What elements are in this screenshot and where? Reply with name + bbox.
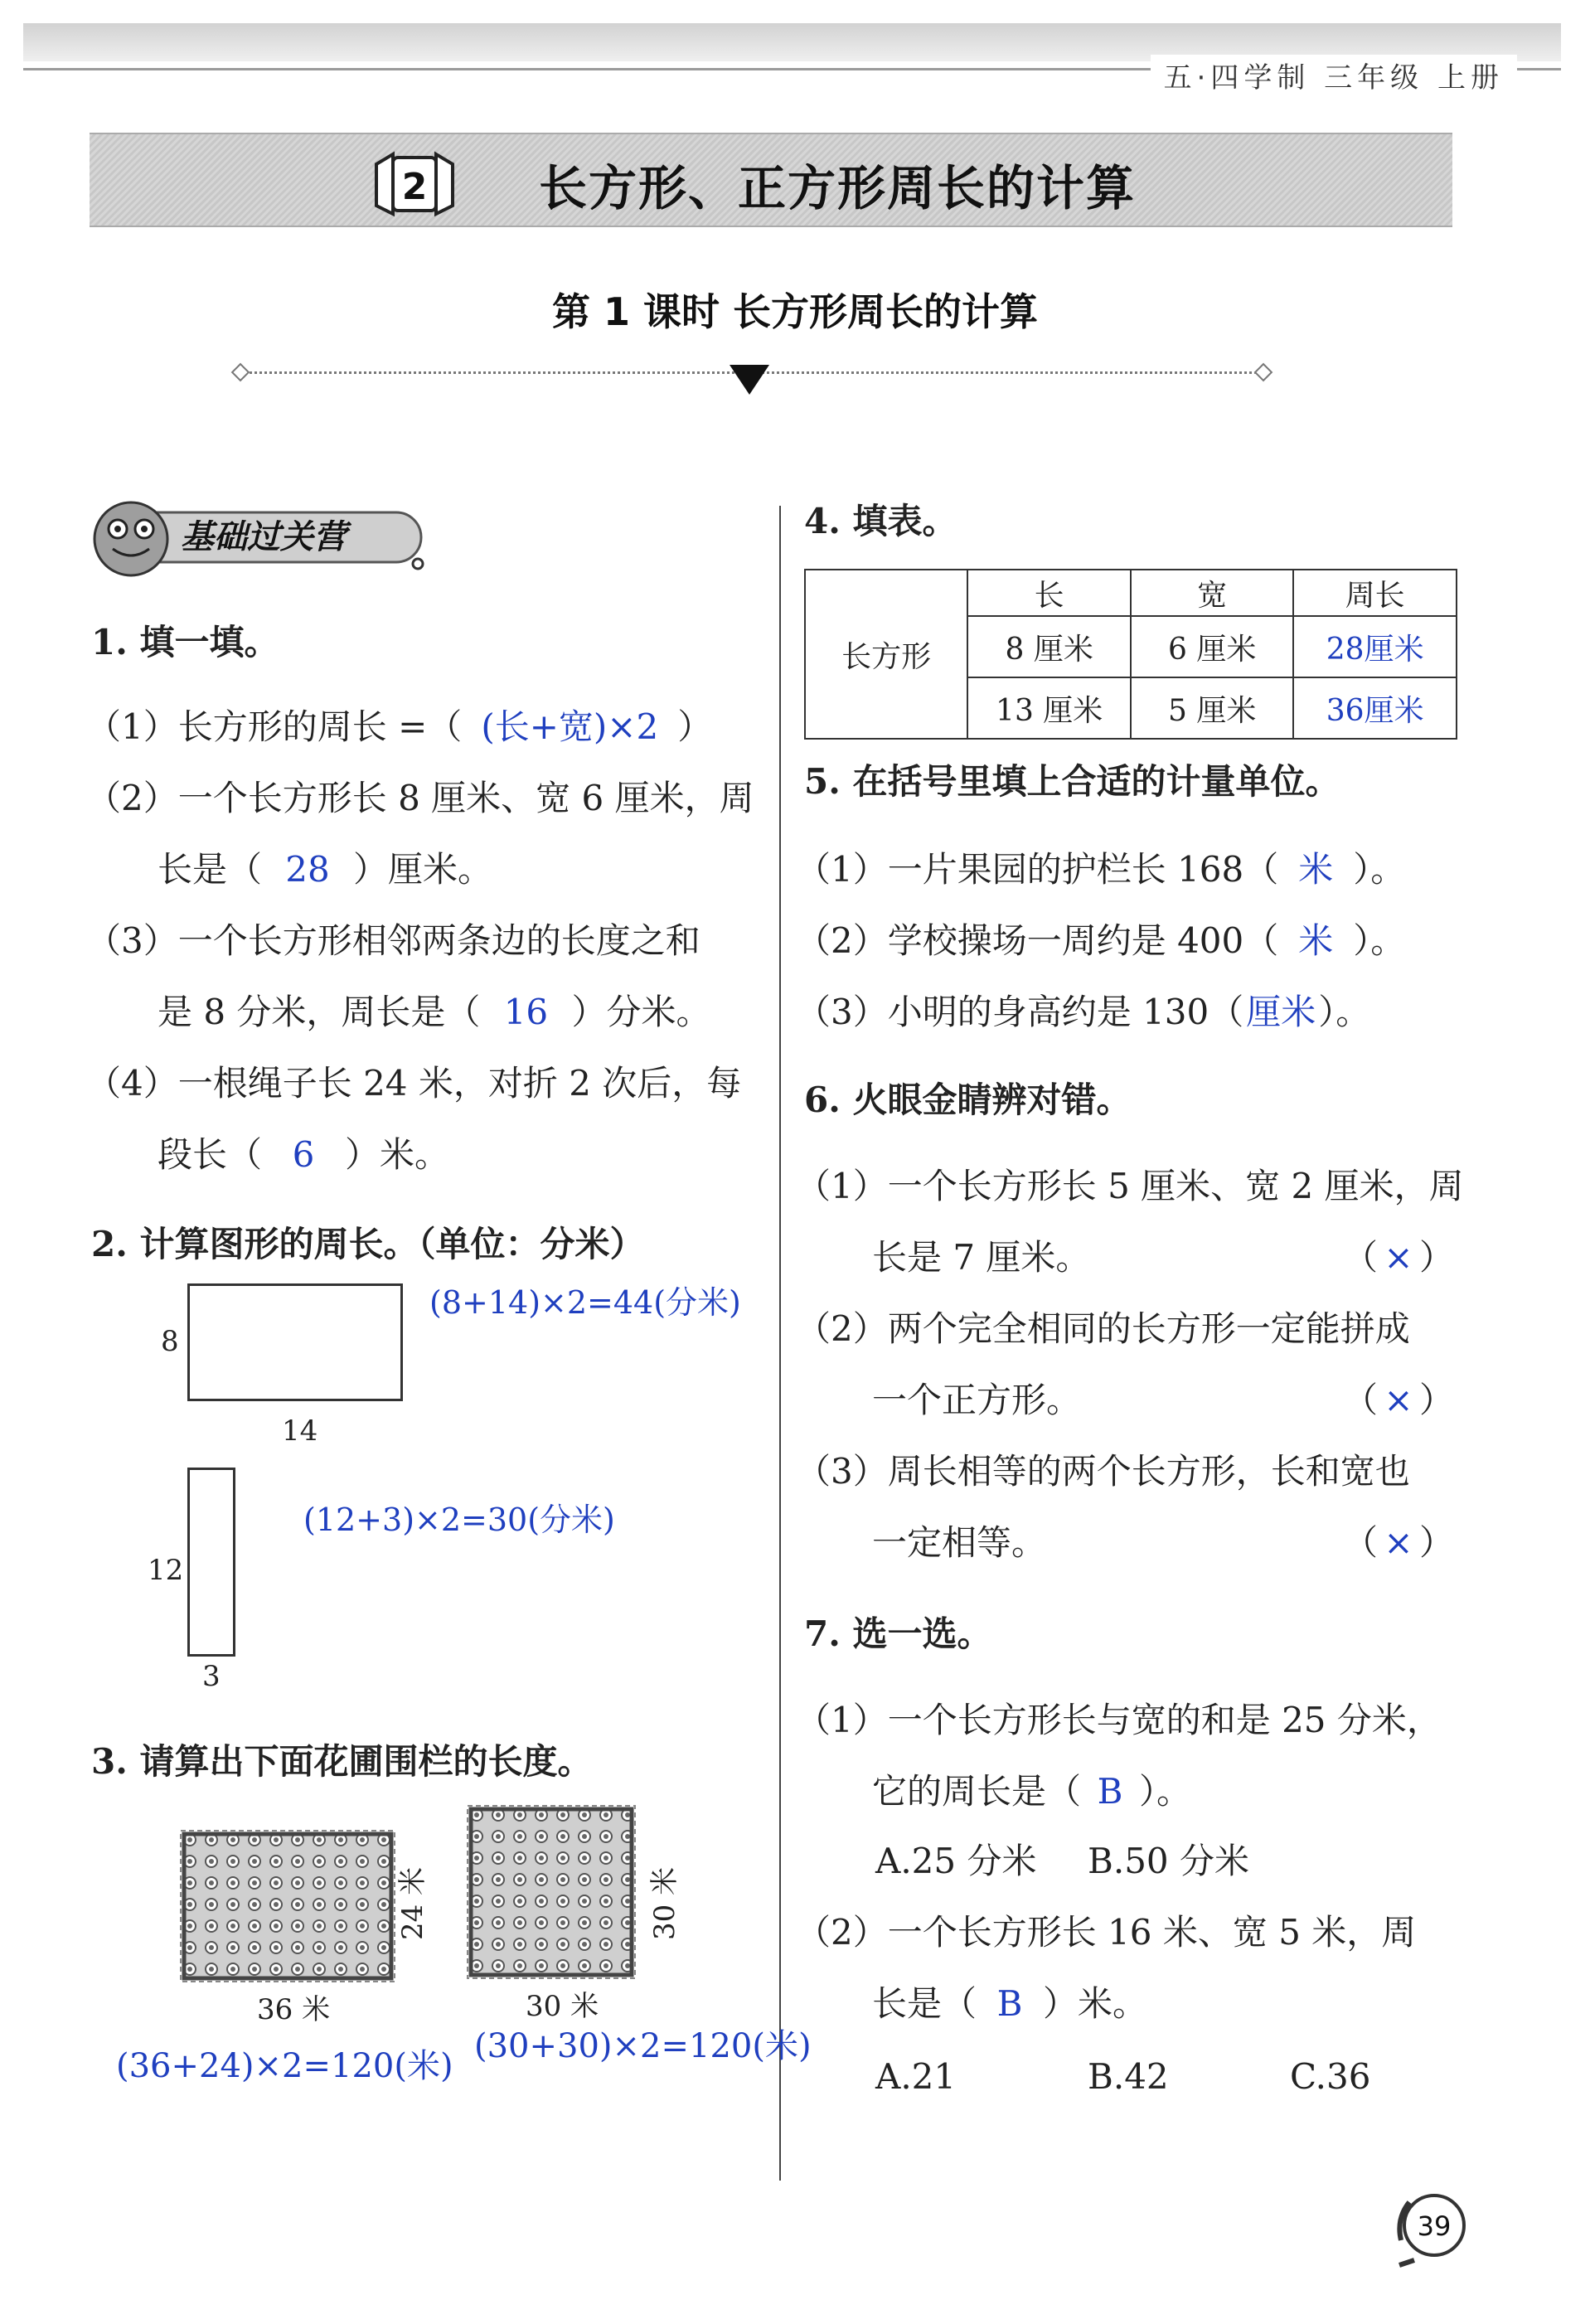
q6-item-2-line2: 一个正方形。 (872, 1380, 1082, 1420)
q4-cell: 13 厘米 (967, 677, 1131, 739)
q1-item-4-answer: 6 (292, 1134, 315, 1175)
q7-item-2-line2 (872, 1980, 1147, 2028)
page-number-badge (1389, 2186, 1476, 2268)
q4-title (804, 497, 957, 546)
q1-title-text: 1. 填一填。 (91, 622, 279, 662)
column-divider (779, 506, 781, 2181)
q6-item-3-bracket (1343, 1519, 1454, 1567)
q7-item-2-option-a: A.21 (875, 2056, 957, 2097)
q7-item-1-post: ）。 (1139, 1771, 1192, 1812)
q4-cell: 8 厘米 (967, 616, 1131, 677)
divider-right-diamond-icon (1254, 363, 1273, 382)
section-badge (90, 496, 438, 579)
q3-title (91, 1738, 592, 1786)
q5-item-1-text: （1）一片果园的护栏长 168（ (796, 849, 1279, 890)
q5-item-2-text: （2）学校操场一周约是 400（ (796, 920, 1279, 961)
q3-garden-2-height: 30 米 (648, 1866, 681, 1940)
q4-col-length: 长 (967, 570, 1131, 616)
q7-title-text: 7. 选一选。 (804, 1613, 992, 1654)
q6-item-2-answer: × (1384, 1380, 1413, 1420)
q1-item-4-post: ）米。 (345, 1134, 450, 1175)
q1-item-3-line1: （3）一个长方形相邻两条边的长度之和 (86, 920, 700, 961)
q5-item-2-post: ）。 (1353, 920, 1406, 961)
q3-garden-2-width: 30 米 (526, 1990, 599, 2023)
q2-rect-2 (187, 1468, 235, 1657)
q3-garden-1-answer: (36+24)×2=120(米) (116, 2047, 453, 2085)
q1-title (91, 619, 279, 667)
q5-item-1 (796, 846, 1405, 894)
q7-title (804, 1610, 991, 1658)
lesson-title: 第 1 课时 长方形周长的计算 (551, 289, 1039, 334)
q1-item-3-post: ）分米。 (571, 992, 711, 1032)
q6-item-2-open: （ (1343, 1380, 1379, 1420)
q2-rect-1 (187, 1283, 403, 1401)
q5-item-3 (796, 988, 1370, 1036)
q6-item-2-line1: （2）两个完全相同的长方形一定能拼成 (796, 1308, 1410, 1349)
q1-item-2-pre: 长是（ (158, 849, 263, 890)
q4-title-text: 4. 填表。 (804, 501, 957, 541)
q1-item-2-answer: 28 (285, 849, 330, 890)
q1-item-4-line1: （4）一根绳子长 24 米，对折 2 次后，每 (86, 1063, 742, 1104)
q7-item-1-line1: （1）一个长方形长与宽的和是 25 分米， (796, 1700, 1442, 1740)
q6-item-1-open: （ (1343, 1237, 1379, 1278)
q2-title (91, 1220, 644, 1269)
q1-item-2-post: ）厘米。 (353, 849, 493, 890)
q2-rect-2-height: 12 (148, 1554, 184, 1587)
q1-item-4-line2 (158, 1131, 449, 1179)
divider-left-diamond-icon (231, 363, 250, 382)
series-label: 五·四学制 三年级 上册 (1151, 55, 1517, 95)
q5-title (804, 758, 1340, 806)
q7-item-1-line2 (872, 1768, 1191, 1816)
q4-cell: 6 厘米 (1131, 616, 1293, 677)
q7-item-1-pre: 它的周长是（ (872, 1771, 1082, 1812)
q5-item-3-answer: 厘米 (1246, 992, 1316, 1032)
q5-title-text: 5. 在括号里填上合适的计量单位。 (804, 761, 1340, 802)
q6-item-1-close: ） (1419, 1237, 1455, 1278)
q7-item-2-answer: B (996, 1983, 1023, 2024)
q2-rect-2-width: 3 (202, 1660, 221, 1693)
q5-item-2-answer: 米 (1298, 920, 1334, 961)
q7-item-2-option-c: C.36 (1290, 2056, 1371, 2097)
q6-item-1-line2: 长是 7 厘米。 (872, 1237, 1091, 1278)
q1-item-3-pre: 是 8 分米，周长是（ (158, 992, 481, 1032)
q1-item-1-answer: (长+宽)×2 (481, 706, 659, 747)
q6-title (804, 1076, 1131, 1124)
q5-item-1-post: ）。 (1353, 849, 1406, 890)
q7-item-1-option-b: B.50 分米 (1088, 1841, 1250, 1881)
q6-item-1-answer: × (1384, 1237, 1413, 1278)
q4-answer-cell: 36厘米 (1293, 677, 1457, 739)
q5-item-3-text: （3）小明的身高约是 130（ (796, 992, 1244, 1032)
q1-item-2-line1: （2）一个长方形长 8 厘米、宽 6 厘米，周 (86, 778, 754, 818)
chapter-number: 2 (401, 166, 428, 208)
q6-item-3-open: （ (1343, 1522, 1379, 1563)
q1-item-4-pre: 段长（ (158, 1134, 263, 1175)
q6-item-3-answer: × (1384, 1522, 1413, 1563)
q3-garden-1-height: 24 米 (396, 1866, 429, 1940)
q4-table (804, 569, 1457, 740)
q2-rect-1-width: 14 (282, 1414, 318, 1448)
q3-garden-2-answer: (30+30)×2=120(米) (474, 2027, 812, 2065)
q6-item-3-close: ） (1419, 1522, 1455, 1563)
q1-item-1-text: （1）长方形的周长 =（ (86, 706, 463, 747)
q4-col-width: 宽 (1131, 570, 1293, 616)
q1-item-1 (86, 703, 712, 751)
q7-item-1-answer: B (1097, 1771, 1123, 1812)
chapter-title: 长方形、正方形周长的计算 (539, 160, 1137, 216)
q2-rect-1-answer: (8+14)×2=44(分米) (429, 1284, 741, 1321)
q3-title-text: 3. 请算出下面花圃围栏的长度。 (91, 1741, 593, 1782)
q6-item-3-line2: 一定相等。 (872, 1522, 1047, 1563)
q4-row-header: 长方形 (805, 570, 967, 739)
q4-cell: 5 厘米 (1131, 677, 1293, 739)
q6-item-3-line1: （3）周长相等的两个长方形，长和宽也 (796, 1451, 1410, 1492)
divider-triangle-icon (730, 365, 769, 395)
frog-mascot-icon (95, 502, 167, 575)
q3-garden-2-icon (466, 1804, 637, 1980)
q4-col-perimeter: 周长 (1293, 570, 1457, 616)
q7-item-2-option-b: B.42 (1088, 2056, 1169, 2097)
q5-item-2 (796, 917, 1405, 965)
q7-item-2-line1: （2）一个长方形长 16 米、宽 5 米，周 (796, 1912, 1417, 1953)
q5-item-3-post: ）。 (1318, 992, 1371, 1032)
q3-garden-1-width: 36 米 (257, 1993, 331, 2026)
q3-garden-1-icon (179, 1829, 396, 1983)
q7-item-2-post: ）米。 (1043, 1983, 1148, 2024)
q6-item-2-close: ） (1419, 1380, 1455, 1420)
page-number: 39 (1417, 2210, 1452, 2242)
q2-rect-1-height: 8 (161, 1325, 179, 1358)
section-label: 基础过关营 (181, 518, 347, 556)
q7-item-2-pre: 长是（ (872, 1983, 977, 2024)
q5-item-1-answer: 米 (1298, 849, 1334, 890)
q6-item-2-bracket (1343, 1376, 1454, 1424)
q1-item-2-line2 (158, 846, 492, 894)
chapter-badge-icon (368, 148, 461, 221)
q4-answer-cell: 28厘米 (1293, 616, 1457, 677)
q6-item-1-bracket (1343, 1234, 1454, 1282)
q6-title-text: 6. 火眼金睛辨对错。 (804, 1080, 1132, 1120)
q1-item-3-answer: 16 (503, 992, 549, 1032)
q2-rect-2-answer: (12+3)×2=30(分米) (303, 1502, 615, 1538)
q7-item-1-option-a: A.25 分米 (875, 1841, 1037, 1881)
q2-title-text: 2. 计算图形的周长。（单位：分米） (91, 1224, 645, 1264)
q1-item-1-end: ） (677, 706, 713, 747)
q6-item-1-line1: （1）一个长方形长 5 厘米、宽 2 厘米，周 (796, 1166, 1464, 1206)
q1-item-3-line2 (158, 988, 710, 1036)
